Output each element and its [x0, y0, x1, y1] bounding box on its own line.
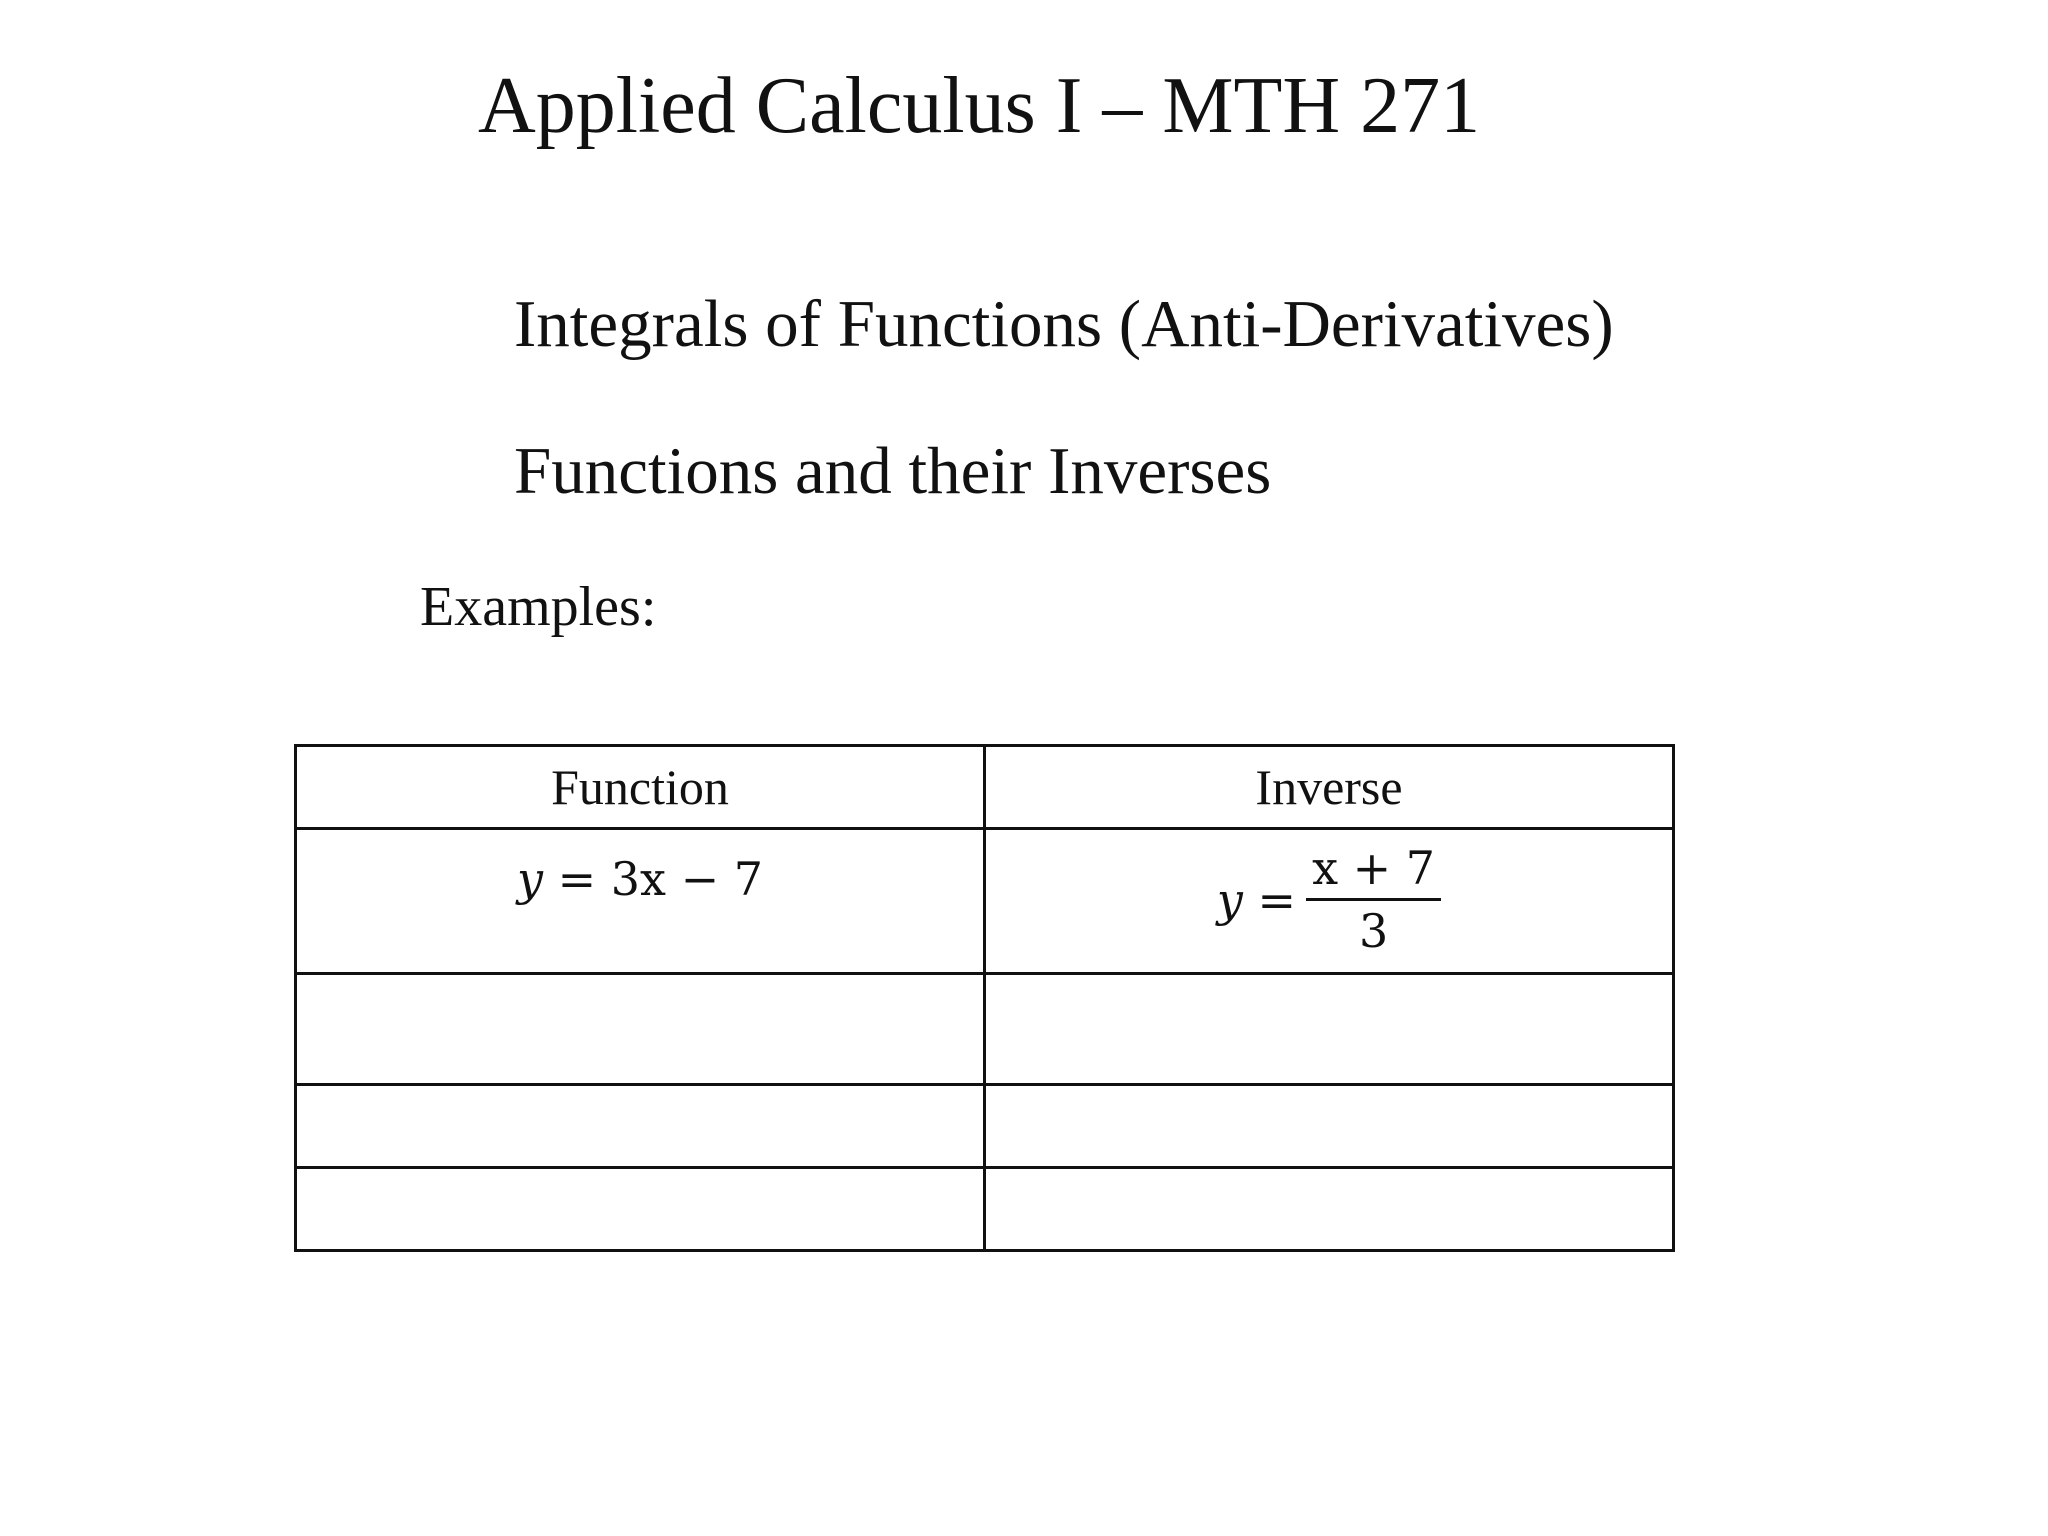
- table-row-empty: [296, 1168, 1674, 1251]
- empty-function-cell: [296, 974, 985, 1085]
- subtitle-inverses: Functions and their Inverses: [514, 434, 1272, 508]
- empty-function-cell: [296, 1085, 985, 1168]
- header-inverse: Inverse: [985, 746, 1674, 829]
- examples-label: Examples:: [420, 576, 657, 638]
- function-y: y: [516, 852, 543, 906]
- table-row: [296, 829, 1674, 974]
- page-title: Applied Calculus I – MTH 271: [478, 62, 1481, 150]
- inverse-equation: [1216, 841, 1441, 958]
- header-function: Function: [296, 746, 985, 829]
- function-cell: [296, 829, 985, 974]
- fraction-numerator: x + 7: [1306, 844, 1441, 901]
- subtitle-integrals: Integrals of Functions (Anti-Derivatives): [514, 287, 1614, 361]
- inverse-cell: [985, 829, 1674, 974]
- function-equals: =: [557, 852, 597, 906]
- inverse-fraction: [1306, 841, 1441, 958]
- table-row-empty: [296, 974, 1674, 1085]
- fraction-denominator: 3: [1358, 904, 1389, 958]
- empty-inverse-cell: [985, 1168, 1674, 1251]
- empty-inverse-cell: [985, 1085, 1674, 1168]
- inverse-y: y: [1216, 872, 1243, 927]
- function-equation: [517, 852, 763, 906]
- function-expression: 3x − 7: [610, 852, 764, 906]
- table-header-row: [296, 746, 1674, 829]
- inverse-equals: =: [1257, 872, 1297, 927]
- empty-inverse-cell: [985, 974, 1674, 1085]
- empty-function-cell: [296, 1168, 985, 1251]
- table-row-empty: [296, 1085, 1674, 1168]
- examples-table: [294, 744, 1675, 1252]
